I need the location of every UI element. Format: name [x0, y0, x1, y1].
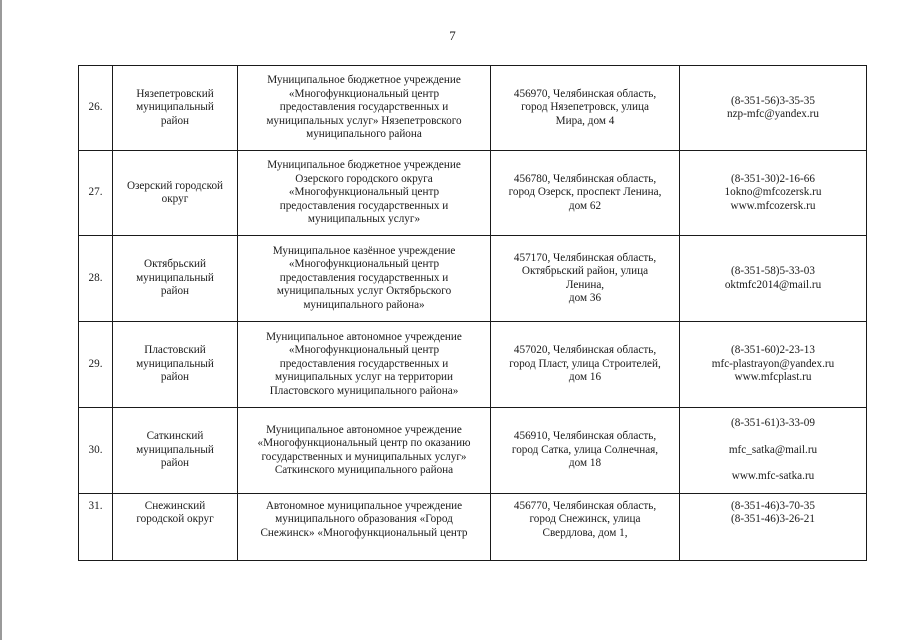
municipality-line: Озерский городской	[126, 179, 224, 192]
row-number: 26.	[88, 101, 103, 114]
institution-line: муниципального образования «Город	[275, 513, 453, 526]
institution-cell	[238, 408, 491, 494]
row-number-cell	[79, 151, 113, 236]
contacts-cell	[680, 151, 867, 236]
municipality-line: район	[160, 371, 190, 384]
website-text: www.mfc-satka.ru	[731, 470, 815, 483]
municipality-cell	[113, 408, 238, 494]
contact-spacer	[683, 457, 863, 470]
table-row	[79, 408, 867, 494]
institution-line: муниципальных услуг на территории	[274, 371, 454, 384]
institution-cell	[238, 66, 491, 151]
institution-line: Муниципальное автономное учреждение	[266, 330, 462, 343]
mfc-registry-table	[78, 65, 867, 561]
address-line: город Пласт, улица Строителей,	[509, 357, 661, 370]
row-number-cell	[79, 236, 113, 322]
address-cell	[491, 151, 680, 236]
municipality-line: Снежинский	[144, 500, 206, 512]
address-line: дом 62	[568, 199, 602, 212]
institution-line: муниципальных услуг Октябрьского	[276, 285, 452, 298]
institution-line: Пластовского муниципального района»	[269, 384, 459, 397]
table-row	[79, 322, 867, 408]
municipality-line: муниципальный	[136, 271, 214, 284]
municipality-cell	[113, 322, 238, 408]
institution-line: муниципального района	[306, 128, 422, 141]
row-number: 27.	[88, 186, 103, 199]
website-text: www.mfcozersk.ru	[730, 199, 816, 212]
address-cell	[491, 66, 680, 151]
institution-line: «Многофункциональный центр	[288, 258, 440, 271]
contacts-cell	[680, 236, 867, 322]
row-number: 29.	[88, 357, 103, 370]
municipality-line: округ	[161, 193, 189, 205]
municipality-line: муниципальный	[136, 443, 214, 456]
institution-line: «Многофункциональный центр по оказанию	[257, 437, 471, 450]
phone-text: (8-351-30)2-16-66	[731, 172, 815, 185]
institution-line: предоставления государственных и	[279, 199, 449, 212]
institution-cell	[238, 322, 491, 408]
municipality-line: муниципальный	[136, 357, 214, 370]
email-text: oktmfc2014@mail.ru	[724, 278, 822, 291]
institution-line: предоставления государственных и	[279, 357, 449, 370]
institution-line: муниципального района»	[303, 298, 425, 311]
address-line: Октябрьский район, улица	[521, 265, 649, 278]
scan-left-edge	[0, 0, 2, 640]
contacts-cell	[680, 66, 867, 151]
municipality-cell	[113, 66, 238, 151]
institution-line: «Многофункциональный центр	[288, 186, 440, 199]
address-line: город Снежинск, улица	[529, 513, 641, 526]
address-line: 456770, Челябинская область,	[513, 500, 657, 512]
institution-line: Муниципальное автономное учреждение	[266, 423, 462, 436]
contact-spacer	[683, 431, 863, 444]
institution-cell	[238, 151, 491, 236]
phone-text: (8-351-58)5-33-03	[731, 265, 815, 278]
institution-line: муниципальных услуг» Нязепетровского	[266, 114, 462, 127]
address-line: Мира, дом 4	[555, 114, 615, 127]
address-line: дом 36	[568, 291, 602, 304]
institution-line: Муниципальное бюджетное учреждение	[267, 159, 461, 172]
row-number: 30.	[88, 443, 103, 456]
institution-line: Муниципальное бюджетное учреждение	[267, 74, 461, 87]
website-text: www.mfcplast.ru	[734, 371, 812, 384]
contacts-cell	[680, 494, 867, 561]
row-number: 31.	[88, 500, 103, 512]
table-row	[79, 151, 867, 236]
row-number-cell	[79, 66, 113, 151]
address-line: Ленина,	[565, 278, 605, 291]
address-line: город Озерск, проспект Ленина,	[508, 186, 662, 199]
phone-text: (8-351-46)3-26-21	[731, 513, 815, 526]
institution-line: Автономное муниципальное учреждение	[265, 500, 463, 512]
institution-line: «Многофункциональный центр	[288, 344, 440, 357]
institution-line: «Многофункциональный центр	[288, 87, 440, 100]
address-line: дом 16	[568, 371, 602, 384]
address-line: 456780, Челябинская область,	[513, 172, 657, 185]
municipality-line: Пластовский	[144, 344, 206, 357]
municipality-line: район	[160, 114, 190, 127]
address-line: дом 18	[568, 457, 602, 470]
institution-line: Снежинск» «Многофункциональный центр	[260, 526, 468, 539]
phone-text: (8-351-61)3-33-09	[731, 417, 815, 430]
institution-line: государственных и муниципальных услуг»	[261, 450, 467, 463]
institution-cell	[238, 236, 491, 322]
phone-text: (8-351-46)3-70-35	[731, 500, 815, 512]
email-text: nzp-mfc@yandex.ru	[727, 108, 819, 120]
institution-line: Муниципальное казённое учреждение	[272, 244, 456, 257]
municipality-line: район	[160, 457, 190, 470]
address-line: Свердлова, дом 1,	[542, 526, 628, 539]
institution-line: муниципальных услуг»	[307, 213, 421, 226]
address-cell	[491, 494, 680, 561]
table-row	[79, 236, 867, 322]
table-row	[79, 494, 867, 561]
page-number: 7	[449, 28, 456, 43]
email-text: mfc_satka@mail.ru	[728, 443, 818, 456]
address-line: 456970, Челябинская область,	[513, 87, 657, 100]
institution-line: предоставления государственных и	[279, 101, 449, 114]
address-cell	[491, 408, 680, 494]
row-number-cell	[79, 494, 113, 561]
municipality-line: Октябрьский	[143, 258, 207, 271]
email-text: 1okno@mfcozersk.ru	[724, 186, 822, 199]
address-cell	[491, 236, 680, 322]
contacts-cell	[680, 408, 867, 494]
phone-text: (8-351-60)2-23-13	[731, 344, 815, 357]
contacts-cell	[680, 322, 867, 408]
municipality-line: Саткинский	[146, 430, 204, 443]
municipality-cell	[113, 494, 238, 561]
municipality-line: район	[160, 285, 190, 298]
address-cell	[491, 322, 680, 408]
municipality-line: Нязепетровский	[136, 87, 214, 100]
municipality-cell	[113, 151, 238, 236]
address-line: 456910, Челябинская область,	[513, 430, 657, 443]
table-row	[79, 66, 867, 151]
municipality-cell	[113, 236, 238, 322]
row-number-cell	[79, 408, 113, 494]
institution-line: Саткинского муниципального района	[274, 463, 454, 476]
row-number: 28.	[88, 271, 103, 284]
address-line: 457020, Челябинская область,	[513, 344, 657, 357]
municipality-line: муниципальный	[136, 101, 214, 114]
institution-cell	[238, 494, 491, 561]
institution-line: предоставления государственных и	[279, 271, 449, 284]
email-text: mfc-plastrayon@yandex.ru	[711, 357, 835, 370]
row-number-cell	[79, 322, 113, 408]
municipality-line: городской округ	[136, 513, 214, 526]
address-line: 457170, Челябинская область,	[513, 251, 657, 264]
phone-text: (8-351-56)3-35-35	[731, 94, 815, 107]
institution-line: Озерского городского округа	[295, 172, 433, 185]
address-line: город Сатка, улица Солнечная,	[511, 443, 659, 456]
address-line: город Нязепетровск, улица	[521, 101, 649, 114]
